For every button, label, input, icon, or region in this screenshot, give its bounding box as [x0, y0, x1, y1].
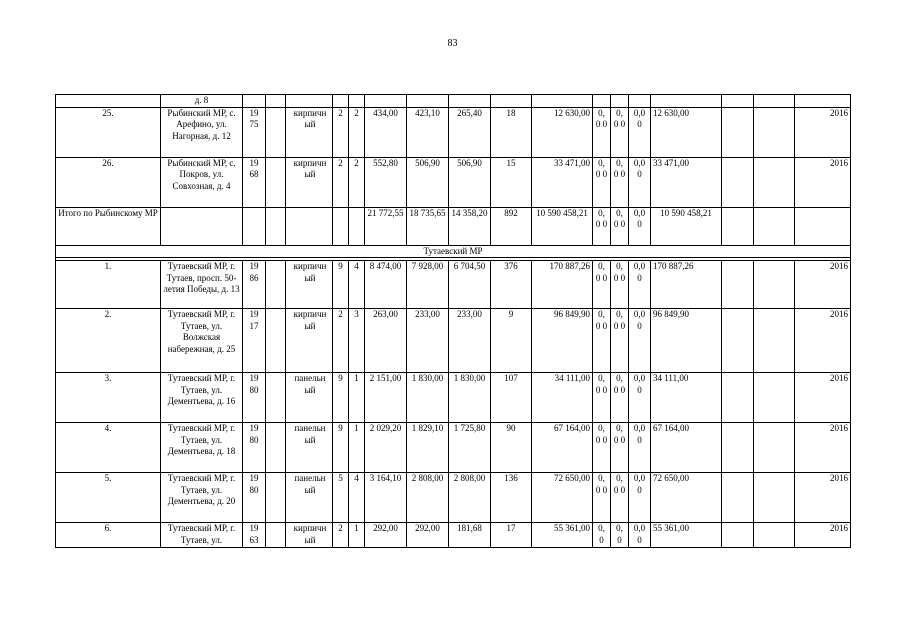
empty-cell [795, 207, 851, 245]
completion-year-cell: 2016 [795, 523, 851, 548]
table-row [56, 309, 851, 373]
floors-cell: 2 [333, 523, 349, 548]
total-cost-cell: 55 361,00 [532, 523, 593, 548]
empty-cell [754, 261, 795, 309]
owners-cost-cell: 55 361,00 [651, 523, 722, 548]
empty-cell [266, 261, 286, 309]
floors-cell: 2 [333, 107, 349, 157]
residents-cell: 892 [491, 207, 532, 245]
total-cost-cell: 12 630,00 [532, 107, 593, 157]
empty-cell [722, 373, 754, 423]
fund-share-cell: 0, 0 0 [593, 309, 611, 373]
floors-cell: 9 [333, 261, 349, 309]
empty-cell [266, 373, 286, 423]
fund-share-cell: 0, 0 0 [593, 261, 611, 309]
floors-cell: 5 [333, 473, 349, 523]
wall-material-cell: кирпичн ый [286, 523, 333, 548]
total-area-cell: 263,00 [365, 309, 407, 373]
row-number-cell: 4. [56, 423, 161, 473]
table-row [56, 261, 851, 309]
completion-year-cell: 2016 [795, 107, 851, 157]
budget-share-cell: 0, 0 0 [611, 261, 629, 309]
address-cell: Тутаевский МР, г. Тутаев, ул. Дементьева, д. 20 [161, 473, 243, 523]
private-area-cell: 181,68 [449, 523, 491, 548]
budget-share-cell: 0, 0 0 [611, 309, 629, 373]
entrances-cell: 4 [349, 473, 365, 523]
local-share-cell: 0,0 0 [629, 309, 651, 373]
housing-register-table [55, 94, 851, 548]
fund-share-cell: 0, 0 0 [593, 107, 611, 157]
table-row [56, 373, 851, 423]
owners-cost-cell: 12 630,00 [651, 107, 722, 157]
residents-cell: 9 [491, 309, 532, 373]
living-area-cell: 233,00 [407, 309, 449, 373]
local-share-cell: 0,0 0 [629, 107, 651, 157]
empty-cell [266, 157, 286, 207]
table-row [56, 107, 851, 157]
private-area-cell: 506,90 [449, 157, 491, 207]
address-cell: Тутаевский МР, г. Тутаев, ул. [161, 523, 243, 548]
total-area-cell: 552,80 [365, 157, 407, 207]
address-cell: д. 8 [161, 95, 243, 108]
budget-share-cell: 0, 0 0 [611, 473, 629, 523]
local-share-cell: 0,0 0 [629, 423, 651, 473]
owners-cost-cell: 67 164,00 [651, 423, 722, 473]
subtotal-label-cell: Итого по Рыбинскому МР [56, 207, 161, 245]
private-area-cell: 1 830,00 [449, 373, 491, 423]
total-area-cell: 434,00 [365, 107, 407, 157]
fund-share-cell: 0, 0 0 [593, 373, 611, 423]
entrances-cell: 2 [349, 107, 365, 157]
empty-cell [722, 523, 754, 548]
build-year-cell: 19 80 [243, 473, 266, 523]
entrances-cell: 1 [349, 523, 365, 548]
empty-cell [266, 523, 286, 548]
total-area-cell: 2 029,20 [365, 423, 407, 473]
entrances-cell: 4 [349, 261, 365, 309]
entrances-cell: 3 [349, 309, 365, 373]
private-area-cell: 2 808,00 [449, 473, 491, 523]
total-area-cell: 8 474,00 [365, 261, 407, 309]
living-area-cell: 292,00 [407, 523, 449, 548]
total-cost-cell: 33 471,00 [532, 157, 593, 207]
floors-cell: 2 [333, 309, 349, 373]
address-cell: Рыбинский МР, с. Покров, ул. Совхозная, д. 4 [161, 157, 243, 207]
local-share-cell: 0,0 0 [629, 473, 651, 523]
wall-material-cell: панельн ый [286, 373, 333, 423]
row-number-cell: 25. [56, 107, 161, 157]
empty-cell [161, 207, 243, 245]
address-cell: Тутаевский МР, г. Тутаев, просп. 50-летия Победы, д. 13 [161, 261, 243, 309]
entrances-cell: 1 [349, 373, 365, 423]
budget-share-cell: 0, 0 0 [611, 207, 629, 245]
fund-share-cell: 0, 0 0 [593, 207, 611, 245]
wall-material-cell: панельн ый [286, 423, 333, 473]
row-number-cell: 5. [56, 473, 161, 523]
total-cost-cell: 10 590 458,21 [532, 207, 593, 245]
table-row [56, 423, 851, 473]
empty-cell [722, 309, 754, 373]
local-share-cell: 0,0 0 [629, 261, 651, 309]
private-area-cell: 233,00 [449, 309, 491, 373]
empty-cell [754, 523, 795, 548]
empty-cell [333, 207, 349, 245]
wall-material-cell: кирпичн ый [286, 157, 333, 207]
total-cost-cell: 67 164,00 [532, 423, 593, 473]
private-area-cell: 14 358,20 [449, 207, 491, 245]
living-area-cell: 18 735,65 [407, 207, 449, 245]
row-number-cell: 26. [56, 157, 161, 207]
wall-material-cell: кирпичн ый [286, 107, 333, 157]
private-area-cell: 6 704,50 [449, 261, 491, 309]
total-area-cell: 3 164,10 [365, 473, 407, 523]
section-title: Тутаевский МР [56, 245, 851, 258]
build-year-cell: 19 68 [243, 157, 266, 207]
residents-cell: 376 [491, 261, 532, 309]
row-number-cell: 2. [56, 309, 161, 373]
completion-year-cell: 2016 [795, 423, 851, 473]
empty-cell [266, 107, 286, 157]
entrances-cell: 2 [349, 157, 365, 207]
owners-cost-cell: 10 590 458,21 [651, 207, 722, 245]
empty-cell [754, 107, 795, 157]
total-area-cell: 2 151,00 [365, 373, 407, 423]
empty-cell [722, 157, 754, 207]
build-year-cell: 19 63 [243, 523, 266, 548]
build-year-cell: 19 17 [243, 309, 266, 373]
total-area-cell: 292,00 [365, 523, 407, 548]
empty-cell [243, 207, 266, 245]
build-year-cell: 19 80 [243, 423, 266, 473]
total-cost-cell: 170 887,26 [532, 261, 593, 309]
wall-material-cell: кирпичн ый [286, 261, 333, 309]
residents-cell: 18 [491, 107, 532, 157]
table-row [56, 95, 851, 108]
living-area-cell: 423,10 [407, 107, 449, 157]
empty-cell [266, 423, 286, 473]
empty-cell [722, 423, 754, 473]
local-share-cell: 0,0 0 [629, 523, 651, 548]
empty-cell [266, 473, 286, 523]
fund-share-cell: 0, 0 0 [593, 473, 611, 523]
table-row [56, 523, 851, 548]
budget-share-cell: 0, 0 0 [611, 423, 629, 473]
budget-share-cell: 0, 0 [611, 523, 629, 548]
address-cell: Тутаевский МР, г. Тутаев, ул. Волжская набережная, д. 25 [161, 309, 243, 373]
build-year-cell: 19 75 [243, 107, 266, 157]
private-area-cell: 1 725,80 [449, 423, 491, 473]
residents-cell: 15 [491, 157, 532, 207]
empty-cell [286, 207, 333, 245]
budget-share-cell: 0, 0 0 [611, 107, 629, 157]
empty-cell [722, 207, 754, 245]
wall-material-cell: кирпичн ый [286, 309, 333, 373]
build-year-cell: 19 86 [243, 261, 266, 309]
private-area-cell: 265,40 [449, 107, 491, 157]
empty-cell [266, 207, 286, 245]
owners-cost-cell: 72 650,00 [651, 473, 722, 523]
empty-cell [266, 309, 286, 373]
completion-year-cell: 2016 [795, 309, 851, 373]
table-row [56, 473, 851, 523]
living-area-cell: 7 928,00 [407, 261, 449, 309]
empty-cell [754, 309, 795, 373]
empty-cell [754, 473, 795, 523]
residents-cell: 90 [491, 423, 532, 473]
fund-share-cell: 0, 0 0 [593, 157, 611, 207]
living-area-cell: 506,90 [407, 157, 449, 207]
fund-share-cell: 0, 0 0 [593, 423, 611, 473]
total-cost-cell: 72 650,00 [532, 473, 593, 523]
local-share-cell: 0,0 0 [629, 373, 651, 423]
page-number: 83 [447, 38, 458, 49]
empty-cell [349, 207, 365, 245]
completion-year-cell: 2016 [795, 157, 851, 207]
owners-cost-cell: 34 111,00 [651, 373, 722, 423]
local-share-cell: 0,0 0 [629, 157, 651, 207]
local-share-cell: 0,0 0 [629, 207, 651, 245]
total-cost-cell: 96 849,90 [532, 309, 593, 373]
empty-cell [722, 473, 754, 523]
empty-cell [754, 157, 795, 207]
owners-cost-cell: 33 471,00 [651, 157, 722, 207]
living-area-cell: 1 829,10 [407, 423, 449, 473]
empty-cell [754, 423, 795, 473]
empty-cell [754, 373, 795, 423]
owners-cost-cell: 96 849,90 [651, 309, 722, 373]
empty-cell [722, 261, 754, 309]
owners-cost-cell: 170 887,26 [651, 261, 722, 309]
floors-cell: 9 [333, 373, 349, 423]
fund-share-cell: 0, 0 [593, 523, 611, 548]
section-heading-row [56, 245, 851, 258]
empty-cell [754, 207, 795, 245]
completion-year-cell: 2016 [795, 373, 851, 423]
empty-cell [722, 107, 754, 157]
build-year-cell: 19 80 [243, 373, 266, 423]
completion-year-cell: 2016 [795, 261, 851, 309]
wall-material-cell: панельн ый [286, 473, 333, 523]
address-cell: Тутаевский МР, г. Тутаев, ул. Дементьева, д. 16 [161, 373, 243, 423]
residents-cell: 107 [491, 373, 532, 423]
floors-cell: 9 [333, 423, 349, 473]
floors-cell: 2 [333, 157, 349, 207]
total-area-cell: 21 772,55 [365, 207, 407, 245]
row-number-cell: 6. [56, 523, 161, 548]
row-number-cell: 1. [56, 261, 161, 309]
total-cost-cell: 34 111,00 [532, 373, 593, 423]
living-area-cell: 1 830,00 [407, 373, 449, 423]
residents-cell: 136 [491, 473, 532, 523]
subtotal-row [56, 207, 851, 245]
budget-share-cell: 0, 0 0 [611, 373, 629, 423]
table-row [56, 157, 851, 207]
address-cell: Рыбинский МР, с. Арефино, ул. Нагорная, д. 12 [161, 107, 243, 157]
residents-cell: 17 [491, 523, 532, 548]
completion-year-cell: 2016 [795, 473, 851, 523]
address-cell: Тутаевский МР, г. Тутаев, ул. Дементьева, д. 18 [161, 423, 243, 473]
entrances-cell: 1 [349, 423, 365, 473]
budget-share-cell: 0, 0 0 [611, 157, 629, 207]
row-number-cell: 3. [56, 373, 161, 423]
living-area-cell: 2 808,00 [407, 473, 449, 523]
